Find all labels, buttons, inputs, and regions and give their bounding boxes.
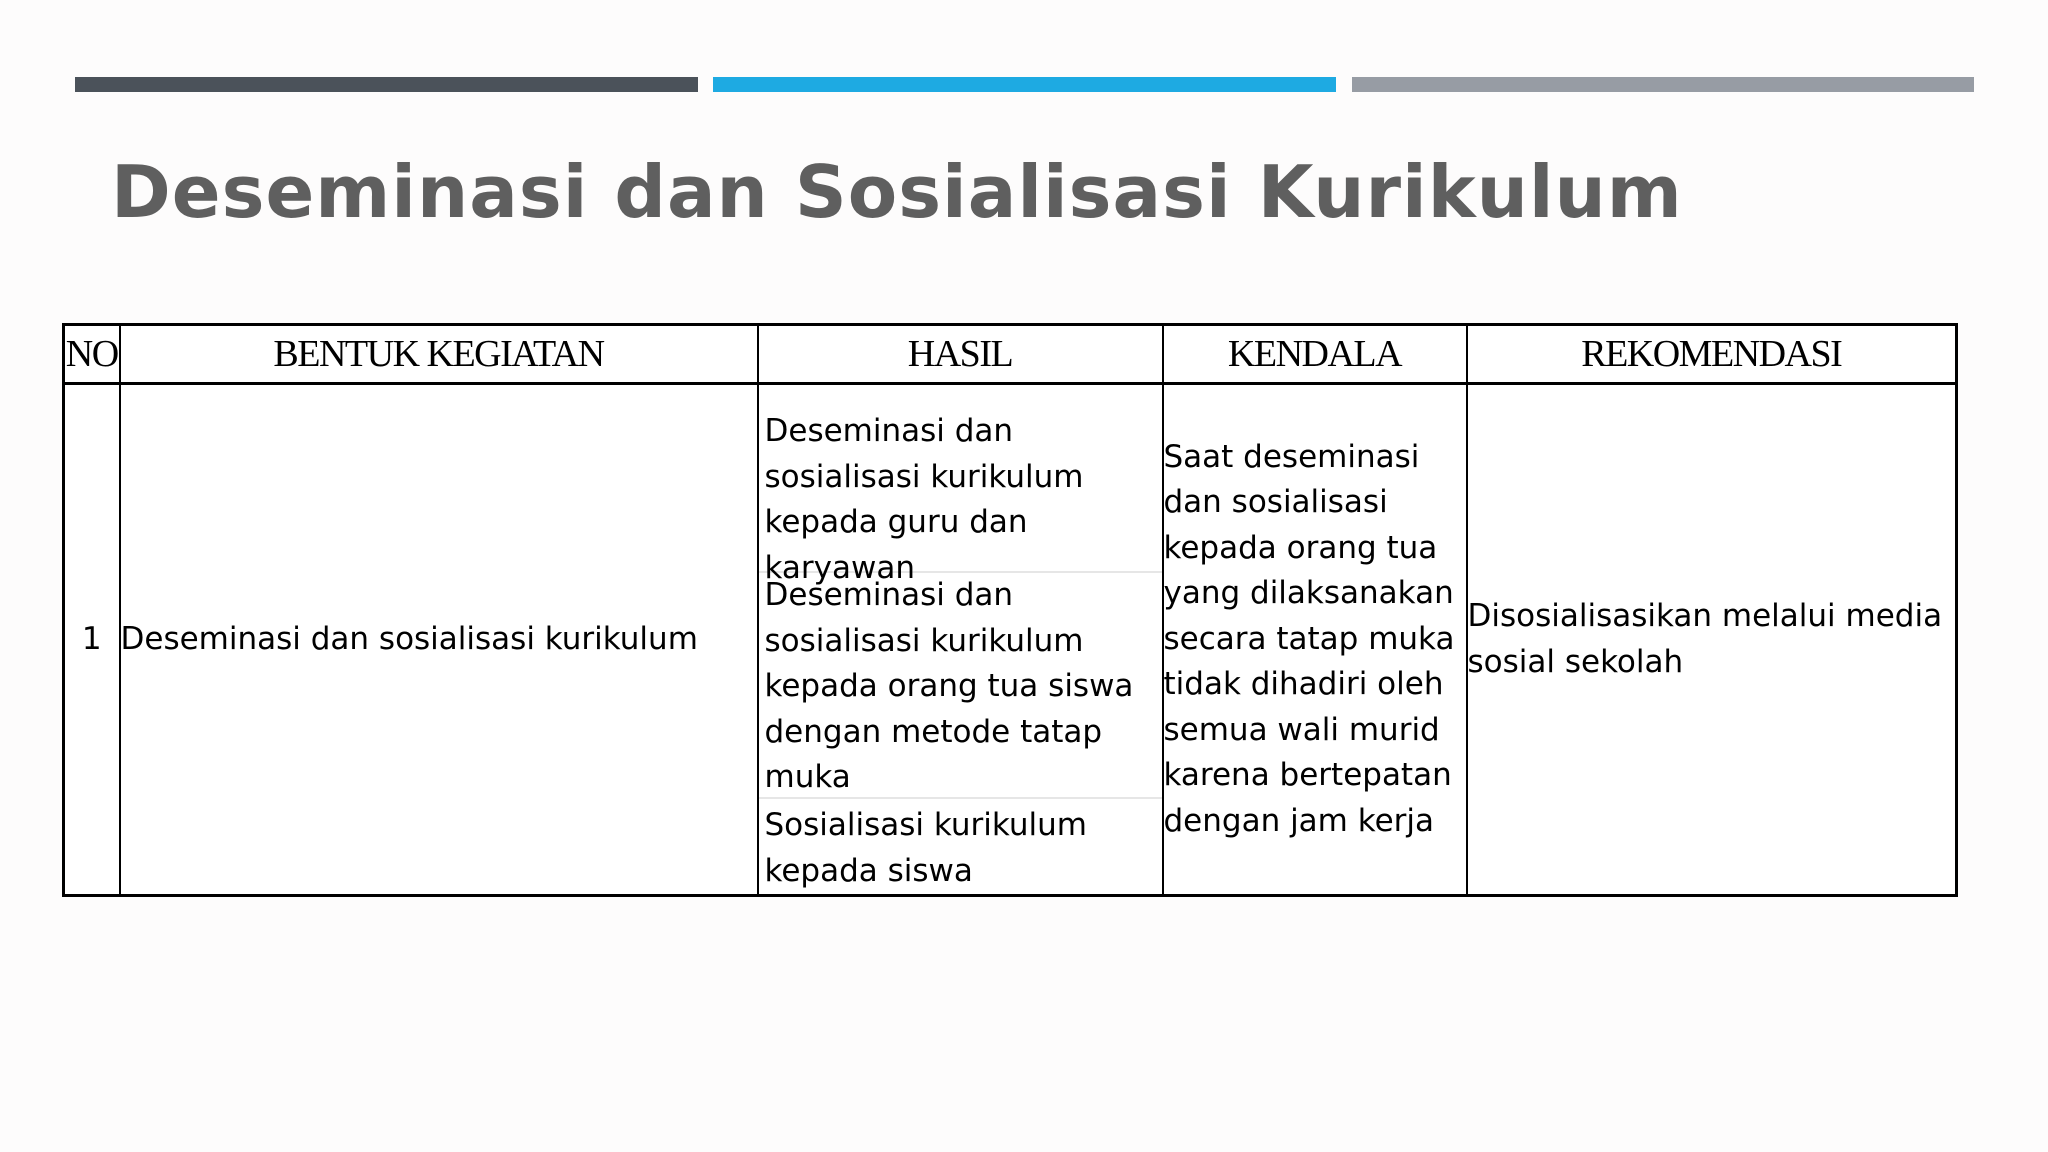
hasil-item: Sosialisasi kurikulum kepada siswa xyxy=(764,807,1088,889)
cell-hasil xyxy=(758,384,1163,896)
cell-kendala: Saat deseminasi dan sosialisasi kepada orang tua yang dilaksanakan secara tatap muka tidak dihadiri oleh semua wali murid karena bertepatan dengan jam kerja xyxy=(1163,384,1467,896)
header-rekomendasi: REKOMENDASI xyxy=(1467,325,1957,384)
header-kendala: KENDALA xyxy=(1163,325,1467,384)
slide-title: Deseminasi dan Sosialisasi Kurikulum xyxy=(111,150,1683,234)
activity-table xyxy=(62,323,1958,897)
accent-bar-dark xyxy=(75,77,698,92)
hasil-item: Deseminasi dan sosialisasi kurikulum kepada guru dan karyawan xyxy=(759,385,1162,573)
header-hasil: HASIL xyxy=(758,325,1163,384)
cell-rekomendasi: Disosialisasikan melalui media sosial sekolah xyxy=(1467,384,1957,896)
header-bentuk-kegiatan: BENTUK KEGIATAN xyxy=(120,325,758,384)
hasil-item: Deseminasi dan sosialisasi kurikulum kepada orang tua siswa dengan metode tatap muka xyxy=(759,573,1162,799)
accent-bar-gray xyxy=(1352,77,1974,92)
accent-bar-blue xyxy=(713,77,1336,92)
cell-bentuk-kegiatan: Deseminasi dan sosialisasi kurikulum xyxy=(120,384,758,896)
cell-no: 1 xyxy=(64,384,120,896)
table-header-row xyxy=(64,325,1957,384)
table-row xyxy=(64,384,1957,896)
header-no: NO xyxy=(64,325,120,384)
